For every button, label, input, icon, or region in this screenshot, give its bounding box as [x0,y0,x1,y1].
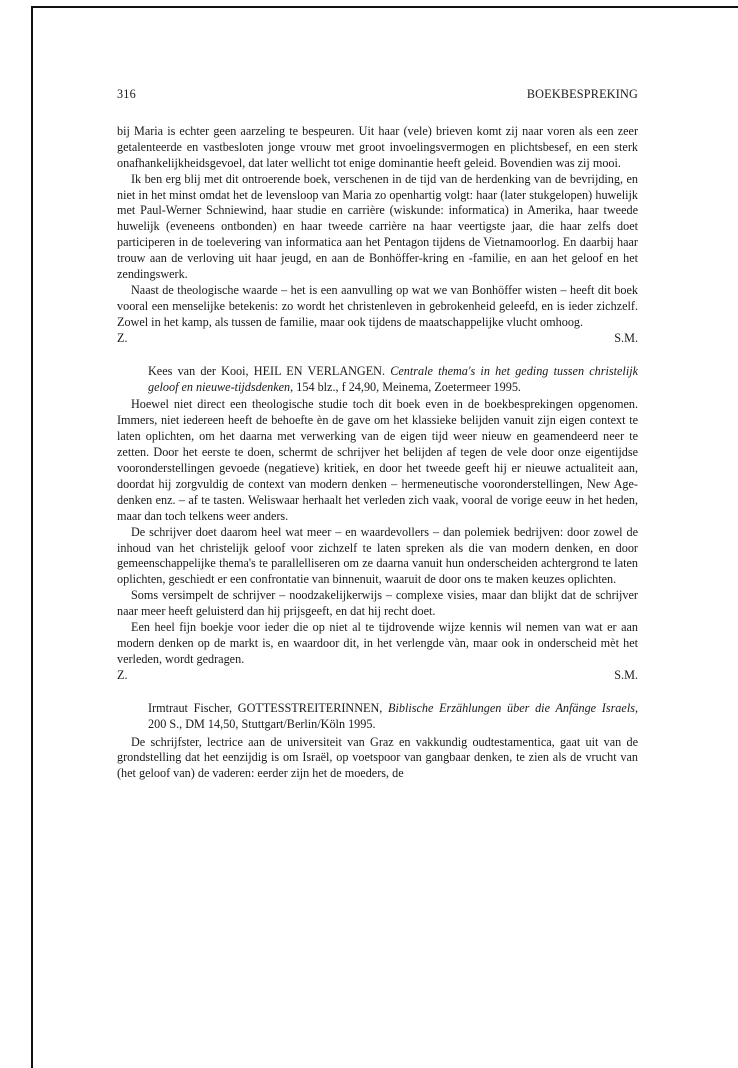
page-content [117,87,638,782]
section-title: BOEKBESPREKING [526,87,638,101]
bib-subtitle: Centrale thema's in het geding tussen christelijk geloof en nieuwe-tijdsdenken, [148,363,638,394]
review2-signature [117,668,638,684]
review1-paragraph: Naast de theologische waarde – het is een aanvulling op wat we van Bonhöffer wisten – heeft dit boek vooral een menselijke betekenis: zo wordt het christenleven in gebrokenheid geleefd, en is ieder zichzelf. Zowel in het kamp, als tussen de familie, maar ook tijdens de maatschappelijke vlucht omhoog. [117,282,638,329]
bib-title: GOTTESSTREITERINNEN, [237,700,389,715]
review2-bibliography [148,364,638,396]
signature-initials: S.M. [614,330,638,345]
bib-details: 154 blz., f 24,90, Meinema, Zoetermeer 1995. [293,379,521,394]
review2-paragraph: Een heel fijn boekje voor ieder die op niet al te tijdrovende wijze kennis wil nemen van wat er aan modern denken op de markt is, en waardoor dit, in het verlengde vàn, maar ook in onderscheid mèt het verleden, wordt gedragen. [117,620,638,666]
review2-paragraph: Soms versimpelt de schrijver – noodzakelijkerwijs – complexe visies, maar dan blijkt dat de schrijver naar meer heeft geluisterd dan hij prijsgeeft, en dat hij recht doet. [117,588,638,619]
bib-author: Kees van der Kooi, [148,363,254,378]
review2-paragraph: Hoewel niet direct een theologische studie toch dit boek even in de boekbesprekingen opgenomen. Immers, niet iedereen heeft de behoefte èn de gave om het klassieke belijden vanuit zijn eigen context te laten oplichten, om het daarna met verwerking van de eigen tijd weer nieuw en geamendeerd neer te zetten. Door het eerste te doen, schermt de schrijver het belijden af tegen de vele door onze eigentijdse vooronderstellingen gevoede (negatieve) kritiek, en door het tweede geeft hij er nieuwe actualiteit aan, doordat hij zorgvuldig de context van modern denken – hermeneutische vooronderstellingen, New Age-denken enz. – af te tasten. Weliswaar herhaalt het verleden zich vaak, vooral de vorige eeuw in het heden, maar dan toch telkens weer anders. [117,397,638,523]
page-number: 316 [117,87,136,101]
review1-paragraph: bij Maria is echter geen aarzeling te bespeuren. Uit haar (vele) brieven komt zij naar voren als een zeer getalenteerde en vastbesloten jonge vrouw met groot invoelingsvermogen en plichtsbesef, en een sterk onafhankelijkheidsgevoel, dat later wellicht tot enige dominantie heeft geleid. Bovendien was zij mooi. [117,123,638,170]
bib-subtitle: Biblische Erzählungen über die Anfänge Israels, [388,700,638,715]
review3-bibliography [148,701,638,733]
signature-initials: S.M. [614,667,638,682]
bib-title: HEIL EN VERLANGEN. [253,363,391,378]
signature-place: Z. [117,330,128,345]
top-border-line [31,6,738,8]
signature-place: Z. [117,667,128,682]
review1-paragraph: Ik ben erg blij met dit ontroerende boek, verschenen in de tijd van de herdenking van de bevrijding, en niet in het minst omdat het de levensloop van Maria zo openhartig volgt: haar (later stukgelopen) huwelijk met Paul-Werner Schniewind, haar studie en carrière (wiskunde: informatica) in Amerika, haar tweede huwelijk (eveneens ontbonden) en haar tweede carrière na haar veertigste jaar, die haar zelfs doet participeren in de toelevering van informatica aan het Pentagon tijdens de Vietnamoorlog. En daarbij haar trouw aan de verloving uit haar jeugd, en aan de Bonhöffer-kring en -familie, en aan het geloof en het zendingswerk. [117,171,638,282]
running-head [117,87,638,103]
review3-paragraph: De schrijfster, lectrice aan de universiteit van Graz en vakkundig oudtestamentica, gaat uit van de grondstelling dat het eenzijdig is om Israël, op voetspoor van gangbaar denken, te zien als de vrucht van (het geloof van) de vaderen: eerder zijn het de moeders, de [117,734,638,781]
bib-author: Irmtraut Fischer, [148,700,238,715]
left-border-line [31,6,33,1068]
review2-paragraph: De schrijver doet daarom heel wat meer – en waardevollers – dan polemiek bedrijven: door zowel de inhoud van het christelijk geloof voor zichzelf te laten spreken als die van modern denken, en door gemeenschappelijke thema's te parallelliseren om ze daarna vanuit hun onderscheiden achtergrond te laten oplichten, geschiedt er een confrontatie van binnenuit, waaruit de door ons te maken keuzes oplichten. [117,524,638,587]
bib-details: 200 S., DM 14,50, Stuttgart/Berlin/Köln 1995. [148,716,376,731]
review1-signature [117,331,638,347]
